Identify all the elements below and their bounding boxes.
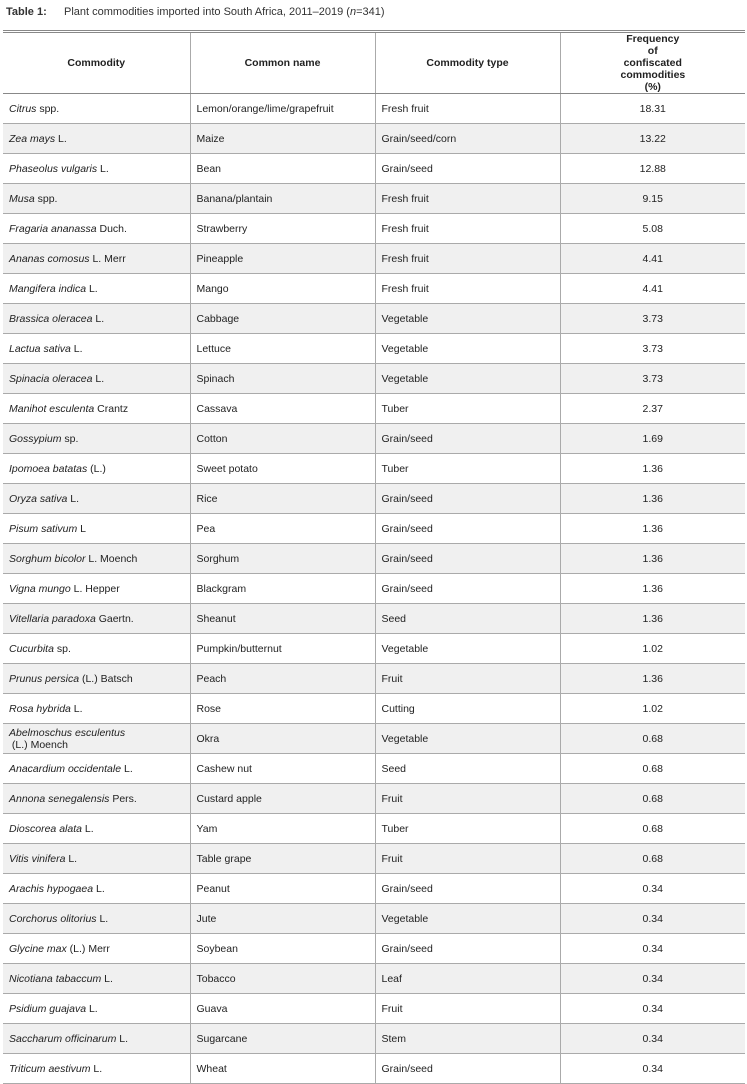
commodity-type-cell: Fruit — [375, 664, 560, 694]
scientific-name: Pisum sativum — [9, 522, 78, 535]
commodity-type-cell: Grain/seed — [375, 1054, 560, 1084]
frequency-cell: 0.68 — [560, 784, 745, 814]
commodity-cell — [3, 904, 190, 934]
scientific-name: Annona senegalensis — [9, 792, 110, 805]
commodity-type-cell: Seed — [375, 604, 560, 634]
common-name-cell: Okra — [190, 724, 375, 754]
scientific-name: Brassica oleracea — [9, 312, 93, 325]
commodity-type-cell: Grain/seed — [375, 934, 560, 964]
common-name-cell: Bean — [190, 154, 375, 184]
commodity-cell — [3, 814, 190, 844]
scientific-name: Lactua sativa — [9, 342, 71, 355]
commodity-cell — [3, 214, 190, 244]
table-row — [3, 424, 745, 454]
table-row — [3, 274, 745, 304]
authority: L. — [96, 912, 109, 925]
frequency-cell: 12.88 — [560, 154, 745, 184]
commodity-type-cell: Grain/seed — [375, 544, 560, 574]
common-name-cell: Jute — [190, 904, 375, 934]
commodity-type-cell: Grain/seed — [375, 574, 560, 604]
caption-n-value: =341) — [356, 6, 385, 18]
frequency-cell: 0.34 — [560, 994, 745, 1024]
authority: (L.) Batsch — [79, 672, 133, 685]
commodity-cell — [3, 304, 190, 334]
frequency-cell: 0.68 — [560, 724, 745, 754]
scientific-name: Fragaria ananassa — [9, 222, 97, 235]
commodity-cell — [3, 844, 190, 874]
common-name-cell: Pumpkin/butternut — [190, 634, 375, 664]
common-name-cell: Strawberry — [190, 214, 375, 244]
frequency-cell: 4.41 — [560, 244, 745, 274]
commodity-type-cell: Fruit — [375, 994, 560, 1024]
table-row — [3, 514, 745, 544]
table-row — [3, 874, 745, 904]
table-row — [3, 754, 745, 784]
commodity-type-cell: Grain/seed — [375, 514, 560, 544]
commodity-cell — [3, 364, 190, 394]
commodity-cell — [3, 874, 190, 904]
table-row — [3, 94, 745, 124]
table-row — [3, 364, 745, 394]
table-row — [3, 724, 745, 754]
authority: L. Hepper — [70, 582, 120, 595]
common-name-cell: Wheat — [190, 1054, 375, 1084]
scientific-name: Triticum aestivum — [9, 1062, 91, 1075]
table-row — [3, 454, 745, 484]
scientific-name: Oryza sativa — [9, 492, 68, 505]
scientific-name: Ananas comosus — [9, 252, 90, 265]
commodity-cell — [3, 1054, 190, 1084]
table-row — [3, 244, 745, 274]
commodity-type-cell: Fresh fruit — [375, 244, 560, 274]
authority: (L.) — [87, 462, 106, 475]
commodity-type-cell: Vegetable — [375, 724, 560, 754]
scientific-name: Prunus persica — [9, 672, 80, 685]
table-row — [3, 634, 745, 664]
common-name-cell: Peanut — [190, 874, 375, 904]
authority: L. — [86, 282, 98, 295]
frequency-cell: 0.34 — [560, 1024, 745, 1054]
table-row — [3, 814, 745, 844]
header-commodity-type: Commodity type — [375, 32, 560, 94]
authority: L. — [121, 762, 133, 775]
commodity-type-cell: Fresh fruit — [375, 274, 560, 304]
commodity-type-cell: Grain/seed — [375, 154, 560, 184]
common-name-cell: Mango — [190, 274, 375, 304]
commodity-type-cell: Seed — [375, 754, 560, 784]
authority: Crantz — [94, 402, 129, 415]
scientific-name: Vigna mungo — [9, 582, 71, 595]
commodity-cell — [3, 334, 190, 364]
commodity-type-cell: Tuber — [375, 454, 560, 484]
common-name-cell: Rose — [190, 694, 375, 724]
scientific-name: Mangifera indica — [9, 282, 87, 295]
authority: (L.) Merr — [66, 942, 110, 955]
authority: L. — [93, 882, 105, 895]
frequency-cell: 13.22 — [560, 124, 745, 154]
authority: L. — [81, 822, 94, 835]
common-name-cell: Sorghum — [190, 544, 375, 574]
authority: L. — [70, 702, 83, 715]
table-row — [3, 904, 745, 934]
table-row — [3, 544, 745, 574]
frequency-cell: 9.15 — [560, 184, 745, 214]
caption-text: Plant commodities imported into South Africa, 2011–2019 ( — [64, 6, 350, 18]
common-name-cell: Custard apple — [190, 784, 375, 814]
frequency-cell: 0.68 — [560, 844, 745, 874]
commodity-cell — [3, 154, 190, 184]
authority: L. — [70, 342, 83, 355]
frequency-cell: 18.31 — [560, 94, 745, 124]
commodity-cell — [3, 694, 190, 724]
commodity-cell — [3, 394, 190, 424]
frequency-cell: 3.73 — [560, 304, 745, 334]
common-name-cell: Cashew nut — [190, 754, 375, 784]
authority: Gaertn. — [95, 612, 134, 625]
scientific-name: Sorghum bicolor — [9, 552, 86, 565]
scientific-name: Citrus — [9, 102, 37, 115]
common-name-cell: Sheanut — [190, 604, 375, 634]
scientific-name: Zea mays — [9, 132, 56, 145]
table-row — [3, 664, 745, 694]
common-name-cell: Rice — [190, 484, 375, 514]
table-row — [3, 844, 745, 874]
table-row — [3, 484, 745, 514]
common-name-cell: Guava — [190, 994, 375, 1024]
table-row — [3, 964, 745, 994]
scientific-name: Musa — [9, 192, 35, 205]
commodity-cell — [3, 994, 190, 1024]
frequency-cell: 3.73 — [560, 364, 745, 394]
scientific-name: Cucurbita — [9, 642, 54, 655]
table-row — [3, 304, 745, 334]
commodity-type-cell: Vegetable — [375, 904, 560, 934]
scientific-name: Rosa hybrida — [9, 702, 71, 715]
frequency-cell: 1.36 — [560, 664, 745, 694]
header-row — [3, 32, 745, 94]
frequency-cell: 0.68 — [560, 814, 745, 844]
commodity-cell — [3, 454, 190, 484]
commodity-cell — [3, 274, 190, 304]
frequency-cell: 1.69 — [560, 424, 745, 454]
authority: sp. — [53, 642, 71, 655]
frequency-cell: 3.73 — [560, 334, 745, 364]
authority: L. — [67, 492, 80, 505]
common-name-cell: Soybean — [190, 934, 375, 964]
common-name-cell: Spinach — [190, 364, 375, 394]
scientific-name: Abelmoschus esculentus — [9, 726, 126, 739]
authority: L. — [97, 162, 109, 175]
frequency-cell: 0.34 — [560, 1054, 745, 1084]
common-name-cell: Cotton — [190, 424, 375, 454]
scientific-name: Phaseolus vulgaris — [9, 162, 98, 175]
commodities-table — [3, 30, 745, 1084]
frequency-cell: 1.02 — [560, 694, 745, 724]
frequency-cell: 4.41 — [560, 274, 745, 304]
scientific-name: Dioscorea alata — [9, 822, 82, 835]
authority: L. — [116, 1032, 129, 1045]
authority: L. Merr — [89, 252, 126, 265]
frequency-cell: 0.34 — [560, 874, 745, 904]
common-name-cell: Banana/plantain — [190, 184, 375, 214]
scientific-name: Vitellaria paradoxa — [9, 612, 96, 625]
common-name-cell: Sweet potato — [190, 454, 375, 484]
frequency-cell: 1.36 — [560, 514, 745, 544]
commodity-type-cell: Grain/seed/corn — [375, 124, 560, 154]
frequency-cell: 0.34 — [560, 964, 745, 994]
scientific-name: Nicotiana tabaccum — [9, 972, 102, 985]
commodity-cell — [3, 934, 190, 964]
table-row — [3, 214, 745, 244]
commodity-cell — [3, 754, 190, 784]
commodity-type-cell: Vegetable — [375, 334, 560, 364]
authority: sp. — [61, 432, 79, 445]
commodity-type-cell: Grain/seed — [375, 874, 560, 904]
scientific-name: Manihot esculenta — [9, 402, 95, 415]
table-row — [3, 694, 745, 724]
scientific-name: Psidium guajava — [9, 1002, 87, 1015]
commodity-type-cell: Vegetable — [375, 634, 560, 664]
frequency-cell: 0.34 — [560, 904, 745, 934]
table-row — [3, 1024, 745, 1054]
common-name-cell: Cabbage — [190, 304, 375, 334]
commodity-cell — [3, 964, 190, 994]
authority: Pers. — [109, 792, 137, 805]
scientific-name: Gossypium — [9, 432, 62, 445]
table-row — [3, 154, 745, 184]
authority: L. — [65, 852, 78, 865]
authority: L. — [92, 312, 105, 325]
commodity-type-cell: Fruit — [375, 784, 560, 814]
commodity-cell — [3, 424, 190, 454]
common-name-cell: Blackgram — [190, 574, 375, 604]
commodity-cell — [3, 484, 190, 514]
scientific-name: Vitis vinifera — [9, 852, 66, 865]
commodity-cell — [3, 1024, 190, 1054]
table-row — [3, 184, 745, 214]
scientific-name: Ipomoea batatas — [9, 462, 88, 475]
common-name-cell: Yam — [190, 814, 375, 844]
common-name-cell: Peach — [190, 664, 375, 694]
frequency-cell: 1.36 — [560, 544, 745, 574]
common-name-cell: Sugarcane — [190, 1024, 375, 1054]
frequency-cell: 0.34 — [560, 934, 745, 964]
commodity-type-cell: Stem — [375, 1024, 560, 1054]
table-row — [3, 394, 745, 424]
scientific-name: Corchorus olitorius — [9, 912, 97, 925]
common-name-cell: Pineapple — [190, 244, 375, 274]
commodity-cell — [3, 544, 190, 574]
commodity-cell — [3, 724, 190, 754]
table-row — [3, 1054, 745, 1084]
commodity-cell — [3, 124, 190, 154]
frequency-cell: 1.36 — [560, 454, 745, 484]
frequency-cell: 1.36 — [560, 574, 745, 604]
common-name-cell: Lemon/orange/lime/grapefruit — [190, 94, 375, 124]
authority: spp. — [36, 102, 60, 115]
scientific-name: Spinacia oleracea — [9, 372, 93, 385]
commodity-type-cell: Cutting — [375, 694, 560, 724]
header-common-name: Common name — [190, 32, 375, 94]
commodity-type-cell: Grain/seed — [375, 484, 560, 514]
commodity-cell — [3, 184, 190, 214]
authority: L. — [101, 972, 113, 985]
commodity-cell — [3, 94, 190, 124]
frequency-cell: 2.37 — [560, 394, 745, 424]
scientific-name: Saccharum officinarum — [9, 1032, 117, 1045]
authority: L. — [90, 1062, 103, 1075]
authority: spp. — [34, 192, 58, 205]
table-row — [3, 574, 745, 604]
table-row — [3, 334, 745, 364]
table-row — [3, 934, 745, 964]
caption-n: n — [349, 6, 357, 18]
commodity-type-cell: Leaf — [375, 964, 560, 994]
table-caption — [6, 6, 385, 18]
scientific-name: Arachis hypogaea — [9, 882, 94, 895]
common-name-cell: Tobacco — [190, 964, 375, 994]
authority: L. — [86, 1002, 98, 1015]
common-name-cell: Cassava — [190, 394, 375, 424]
common-name-cell: Maize — [190, 124, 375, 154]
scientific-name: Glycine max — [9, 942, 67, 955]
table-row — [3, 994, 745, 1024]
authority: L. — [55, 132, 67, 145]
commodity-type-cell: Fresh fruit — [375, 94, 560, 124]
commodity-cell — [3, 784, 190, 814]
header-frequency: Frequency of confiscated commodities (%) — [560, 32, 745, 94]
header-commodity: Commodity — [3, 32, 190, 94]
commodity-type-cell: Fruit — [375, 844, 560, 874]
commodity-type-cell: Vegetable — [375, 364, 560, 394]
commodity-cell — [3, 604, 190, 634]
commodity-type-cell: Tuber — [375, 394, 560, 424]
commodity-type-cell: Fresh fruit — [375, 214, 560, 244]
commodity-cell — [3, 634, 190, 664]
commodity-type-cell: Grain/seed — [375, 424, 560, 454]
frequency-cell: 5.08 — [560, 214, 745, 244]
authority: L. Moench — [85, 552, 138, 565]
table-row — [3, 784, 745, 814]
commodity-cell — [3, 664, 190, 694]
authority: (L.) Moench — [9, 738, 68, 751]
scientific-name: Anacardium occidentale — [9, 762, 122, 775]
authority: L — [77, 522, 87, 535]
commodity-type-cell: Vegetable — [375, 304, 560, 334]
frequency-cell: 0.68 — [560, 754, 745, 784]
commodity-type-cell: Fresh fruit — [375, 184, 560, 214]
frequency-cell: 1.36 — [560, 484, 745, 514]
authority: L. — [92, 372, 105, 385]
commodity-cell — [3, 574, 190, 604]
table-row — [3, 124, 745, 154]
table-label: Table 1: — [6, 6, 47, 18]
common-name-cell: Lettuce — [190, 334, 375, 364]
commodity-cell — [3, 514, 190, 544]
authority: Duch. — [96, 222, 127, 235]
frequency-cell: 1.36 — [560, 604, 745, 634]
frequency-cell: 1.02 — [560, 634, 745, 664]
common-name-cell: Table grape — [190, 844, 375, 874]
common-name-cell: Pea — [190, 514, 375, 544]
table-row — [3, 604, 745, 634]
commodity-type-cell: Tuber — [375, 814, 560, 844]
commodity-cell — [3, 244, 190, 274]
